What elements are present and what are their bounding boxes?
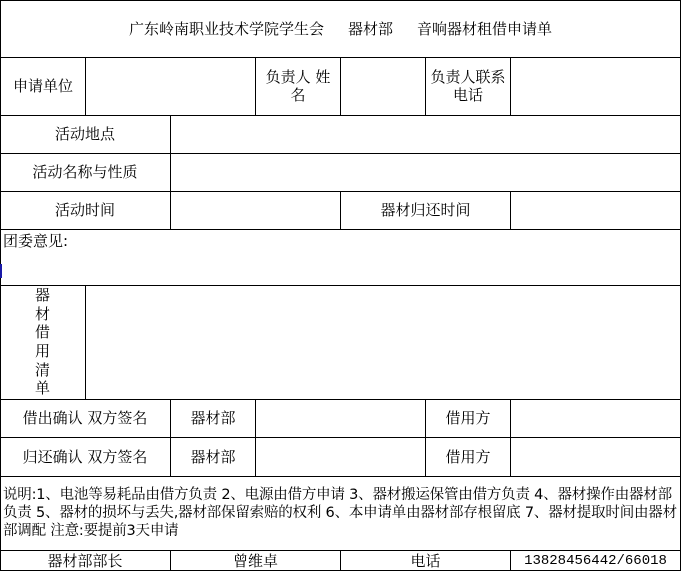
borrow-borrower-signature[interactable]	[511, 399, 680, 437]
activity-name-field[interactable]	[171, 153, 680, 191]
contact-phone-label: 负责人联系电话	[430, 68, 506, 104]
equipment-list-char: 借	[34, 323, 50, 342]
terms-notes: 说明:1、电池等易耗品由借方负责 2、电源由借方申请 3、器材搬运保管由借方负责 4、器材操作由器材部负责 5、器材的损坏与丢失,器材部保留索赔的权利 6、本申请单由器材部存根留底 7、器材提取时间由器材部调配 注意:要提前3天申请	[3, 487, 677, 539]
rule-after-return	[0, 476, 681, 477]
return-confirm-label: 归还确认 双方签名	[22, 447, 148, 466]
dept-head-name: 曾维卓	[232, 551, 278, 570]
text-cursor-mark	[0, 264, 2, 278]
dept-head-label: 器材部部长	[47, 551, 123, 570]
applicant-unit-label: 申请单位	[12, 77, 73, 95]
person-in-charge-label: 负责人 姓名	[265, 68, 331, 104]
equipment-list-char: 用	[34, 342, 50, 360]
dept-name: 器材部	[347, 19, 393, 38]
form-title	[0, 0, 681, 57]
activity-time-label: 活动时间	[54, 201, 115, 219]
activity-time-field[interactable]	[171, 191, 340, 229]
return-time-label: 器材归还时间	[380, 201, 471, 219]
document-title: 音响器材租借申请单	[417, 19, 553, 38]
applicant-unit-field[interactable]	[86, 57, 255, 115]
footer-phone-label: 电话	[410, 551, 441, 570]
equipment-list-char: 器	[34, 286, 50, 305]
row1-divider	[255, 57, 256, 115]
org-name: 广东岭南职业技术学院学生会	[128, 19, 324, 38]
return-time-field[interactable]	[511, 191, 680, 229]
footer-phone-value: 13828456442/66018	[524, 552, 667, 569]
equipment-list-char: 材	[34, 304, 50, 323]
return-dept-label: 器材部	[190, 447, 236, 466]
contact-phone-field[interactable]	[511, 57, 680, 115]
return-borrower-label: 借用方	[445, 447, 491, 466]
committee-opinion-label: 团委意见:	[3, 232, 69, 250]
rule-after-row4	[0, 229, 681, 230]
borrow-dept-label: 器材部	[190, 409, 236, 427]
equipment-list-char: 单	[34, 379, 50, 398]
equipment-list-char: 清	[34, 360, 50, 379]
return-borrower-signature[interactable]	[511, 437, 680, 476]
equipment-list-label	[0, 285, 85, 399]
borrow-confirm-label: 借出确认 双方签名	[22, 409, 148, 427]
borrow-dept-signature[interactable]	[256, 399, 425, 437]
location-field[interactable]	[171, 115, 680, 153]
equipment-list-field[interactable]	[86, 285, 680, 399]
borrow-borrower-label: 借用方	[445, 409, 491, 427]
person-in-charge-field[interactable]	[341, 57, 425, 115]
return-dept-signature[interactable]	[256, 437, 425, 476]
activity-name-label: 活动名称与性质	[32, 163, 138, 181]
location-label: 活动地点	[54, 125, 115, 143]
